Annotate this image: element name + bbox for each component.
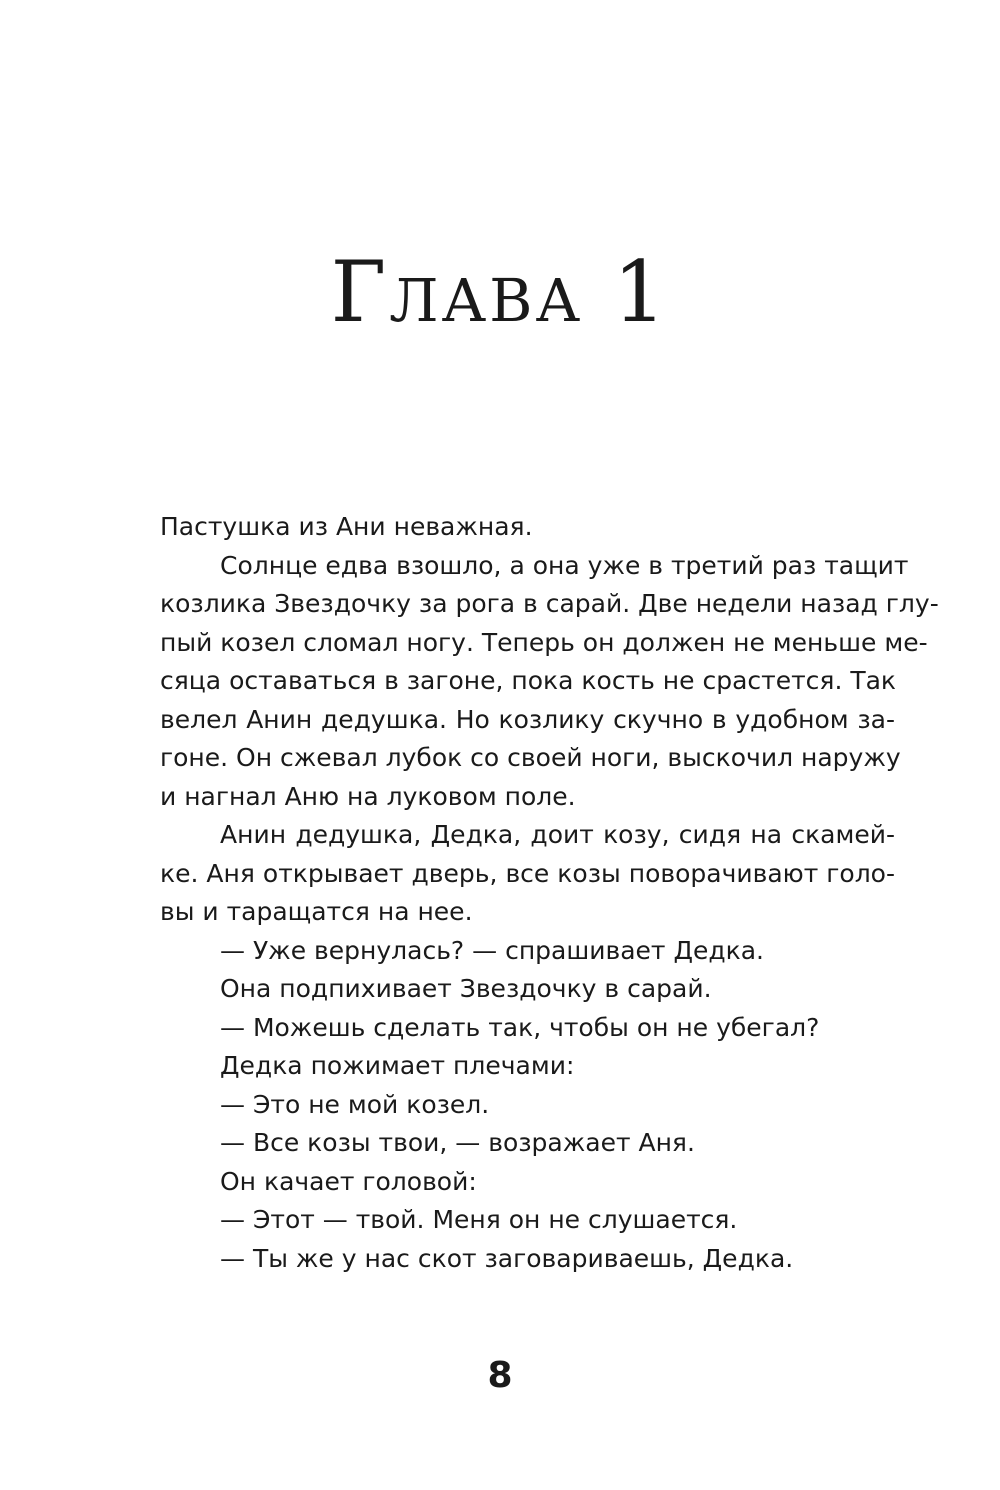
- text-line: гоне. Он сжевал лубок со своей ноги, выскочил наружу: [160, 743, 901, 772]
- dialogue-line: — Можешь сделать так, чтобы он не убегал?: [220, 1012, 820, 1042]
- text-line: и нагнал Аню на луковом поле.: [160, 781, 576, 811]
- text-line: ке. Аня открывает дверь, все козы поворачивают голо-: [160, 858, 895, 888]
- text-line: Она подпихивает Звездочку в сарай.: [220, 974, 712, 1003]
- dialogue-line: — Все козы твои, — возражает Аня.: [220, 1128, 695, 1157]
- dialogue-line: — Это не мой козел.: [220, 1089, 490, 1119]
- dialogue-line: — Уже вернулась? — спрашивает Дедка.: [220, 935, 765, 965]
- text-line: Пастушка из Ани неважная.: [160, 512, 533, 541]
- text-line: сяца оставаться в загоне, пока кость не срастется. Так: [160, 666, 897, 695]
- text-line: пый козел сломал ногу. Теперь он должен не меньше ме-: [160, 627, 928, 657]
- chapter-title: Глава 1: [330, 243, 670, 341]
- text-line: велел Анин дедушка. Но козлику скучно в удобном за-: [160, 704, 895, 734]
- chapter-text: [160, 508, 939, 1278]
- text-line: вы и таращатся на нее.: [160, 897, 473, 926]
- dialogue-line: — Ты же у нас скот заговариваешь, Дедка.: [220, 1243, 794, 1273]
- page-number: 8: [487, 1355, 513, 1396]
- text-line: Дедка пожимает плечами:: [220, 1051, 575, 1080]
- dialogue-line: — Этот — твой. Меня он не слушается.: [220, 1205, 738, 1234]
- text-line: Солнце едва взошло, а она уже в третий раз тащит: [220, 550, 909, 580]
- text-line: Анин дедушка, Дедка, доит козу, сидя на скамей-: [220, 820, 895, 849]
- text-line: Он качает головой:: [220, 1166, 477, 1196]
- text-line: козлика Звездочку за рога в сарай. Две недели назад глу-: [160, 589, 939, 618]
